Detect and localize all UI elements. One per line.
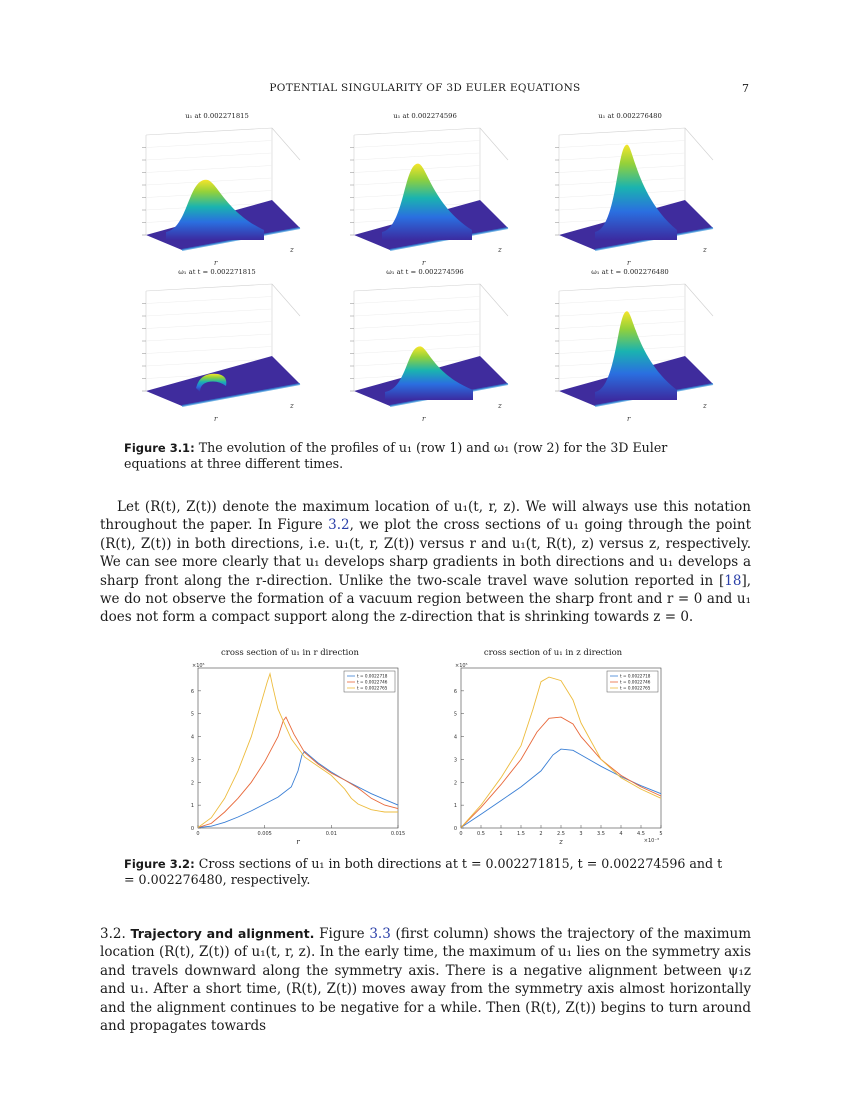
axis-label-r: r [422,259,426,267]
y-tick-label: 3 [453,757,457,764]
x-tick-label: 3.5 [597,831,605,837]
axis-label-r: r [422,415,426,423]
grid-line [354,309,480,316]
section-3-2-part-2: (first column) shows the trajectory of the maximum location (R(t), Z(t)) of u₁(t, r, z). In the early time, the maximum of u₁ lies on the symmetry axis and travels downward along the symmetry axis. There is a negative alignment between ψ₁z and u₁. After a short time, (R(t), Z(t)) moves away from the symmetry axis almost horizontally and the alignment continues to be negative for a while. Then (R(t), Z(t)) begins to turn around and propagates towards [100,926,751,1035]
axis-label-z: z [703,402,707,410]
legend-label-1: t = 0.0022718 [357,673,388,679]
page-number: 7 [742,82,749,95]
grid-line [146,347,272,354]
y-tick-label: 0 [190,826,194,832]
grid-line [146,166,272,173]
w1-surface-plot-3 [535,276,725,426]
x-tick-label: 5 [659,831,663,837]
y-exponent-label: ×10⁵ [192,663,205,669]
grid-line [146,297,272,304]
grid-line [146,334,272,341]
x-tick-label: 0 [459,831,463,837]
section-3-2-paragraph [100,925,751,1035]
u1-surface-plot-2 [330,120,520,270]
cross-section-r-title: cross section of u₁ in r direction [221,648,359,658]
u1-surface-panel-1 [122,112,312,267]
paragraph-1-part-3: ], we do not observe the formation of a vacuum region between the sharp front and r = 0 and u₁ does not form a compact support along the z-direction that is shrinking towards z = 0. [100,572,751,626]
legend-label-1: t = 0.0022718 [620,673,651,679]
citation-18[interactable]: 18 [724,572,742,589]
y-tick-label: 3 [190,757,194,764]
x-tick-label: 0.5 [477,831,485,837]
w1-surface-panel-3 [535,268,725,423]
grid-line [354,153,480,160]
x-exponent-label: ×10⁻³ [643,838,659,844]
velocity-peak [595,145,677,240]
x-tick-label: 0 [196,831,200,837]
figure-3-1-caption [124,440,728,472]
figure-3-1-caption-text: The evolution of the profiles of u₁ (row 1) and ω₁ (row 2) for the 3D Euler equations at three different times. [124,440,668,471]
cross-section-z-panel [443,648,673,848]
legend-label-2: t = 0.0022746 [357,679,388,685]
x-tick-label: 1.5 [517,831,525,837]
grid-line [354,141,480,148]
figure-3-1-label: Figure 3.1: [124,441,195,455]
grid-line [559,309,685,316]
u1-panel-title-1: u₁ at 0.002271815 [185,112,249,120]
paragraph-1-part-1: Let (R(t), Z(t)) denote the maximum location of u₁(t, r, z). We will always use this notation throughout the paper. In Figure [100,499,751,534]
legend-label-3: t = 0.0022765 [357,685,388,691]
w1-surface-panel-1 [122,268,312,423]
grid-line [146,322,272,329]
legend-label-2: t = 0.0022746 [620,679,651,685]
grid-line [146,309,272,316]
u1-surface-plot-1 [122,120,312,270]
y-tick-label: 1 [190,803,194,810]
axis-label-z: z [703,246,707,254]
cross-section-z-chart [443,656,673,856]
x-tick-label: 1 [499,831,503,837]
axis-label-z: z [498,246,502,254]
x-axis-label: r [296,838,300,846]
x-tick-label: 4 [619,831,623,837]
y-tick-label: 2 [190,780,194,787]
y-tick-label: 1 [453,803,457,810]
running-head: POTENTIAL SINGULARITY OF 3D EULER EQUATIONS [269,82,581,94]
w1-panel-title-2: ω₁ at t = 0.002274596 [386,268,464,276]
figure-3-2-label: Figure 3.2: [124,857,195,871]
y-tick-label: 5 [190,711,194,718]
y-tick-label: 6 [190,688,194,695]
velocity-peak [382,164,472,240]
y-exponent-label: ×10⁵ [455,663,468,669]
x-tick-label: 0.015 [390,831,406,837]
paragraph-1-part-2: , we plot the cross sections of u₁ going through the point (R(t), Z(t)) in both directions, i.e. u₁(t, r, Z(t)) versus r and u₁(t, R(t), z) versus z, respectively. We can see more clearly that u₁ develops sharp gradients in both directions and u₁ develops a sharp front along the r-direction. Unlike the two-scale travel wave solution reported in [ [100,517,751,589]
cross-section-r-chart [180,656,410,856]
x-tick-label: 2.5 [557,831,565,837]
u1-surface-panel-2 [330,112,520,267]
grid-line [354,297,480,304]
figure-3-3-reference[interactable]: 3.3 [369,926,391,942]
x-tick-label: 0.005 [257,831,272,837]
y-tick-label: 4 [190,734,194,741]
axis-label-r: r [214,415,218,423]
u1-surface-plot-3 [535,120,725,270]
section-3-2-part-1: Figure [314,926,370,942]
x-tick-label: 2 [539,831,543,837]
cross-section-r-panel [180,648,410,848]
paragraph-1 [100,498,751,627]
grid-line [146,153,272,160]
x-axis-label: z [559,838,563,846]
w1-panel-title-1: ω₁ at t = 0.002271815 [178,268,256,276]
legend-label-3: t = 0.0022765 [620,685,651,691]
y-tick-label: 5 [453,711,457,718]
axis-label-z: z [290,402,294,410]
figure-3-2-caption-text: Cross sections of u₁ in both directions at t = 0.002271815, t = 0.002274596 and t = 0.002276480, respectively. [124,856,723,887]
u1-panel-title-2: u₁ at 0.002274596 [393,112,457,120]
section-number: 3.2. [100,926,126,942]
y-tick-label: 0 [453,826,457,832]
grid-line [559,297,685,304]
axis-label-r: r [627,259,631,267]
y-tick-label: 6 [453,688,457,695]
figure-3-2-caption [124,856,728,888]
x-tick-label: 3 [579,831,583,837]
vorticity-peak [595,311,677,400]
cross-section-z-title: cross section of u₁ in z direction [483,648,623,658]
grid-line [559,141,685,148]
u1-surface-panel-3 [535,112,725,267]
axis-label-z: z [290,246,294,254]
grid-line [354,322,480,329]
axis-label-r: r [627,415,631,423]
y-tick-label: 4 [453,734,457,741]
w1-panel-title-3: ω₁ at t = 0.002276480 [591,268,669,276]
w1-surface-panel-2 [330,268,520,423]
grid-line [354,334,480,341]
x-tick-label: 0.01 [325,831,337,837]
u1-panel-title-3: u₁ at 0.002276480 [598,112,662,120]
figure-3-2-reference[interactable]: 3.2 [328,517,350,534]
grid-line [146,141,272,148]
y-tick-label: 2 [453,780,457,787]
x-tick-label: 4.5 [637,831,645,837]
axis-label-z: z [498,402,502,410]
w1-surface-plot-1 [122,276,312,426]
section-title: Trajectory and alignment. [130,926,315,941]
axis-label-r: r [214,259,218,267]
w1-surface-plot-2 [330,276,520,426]
